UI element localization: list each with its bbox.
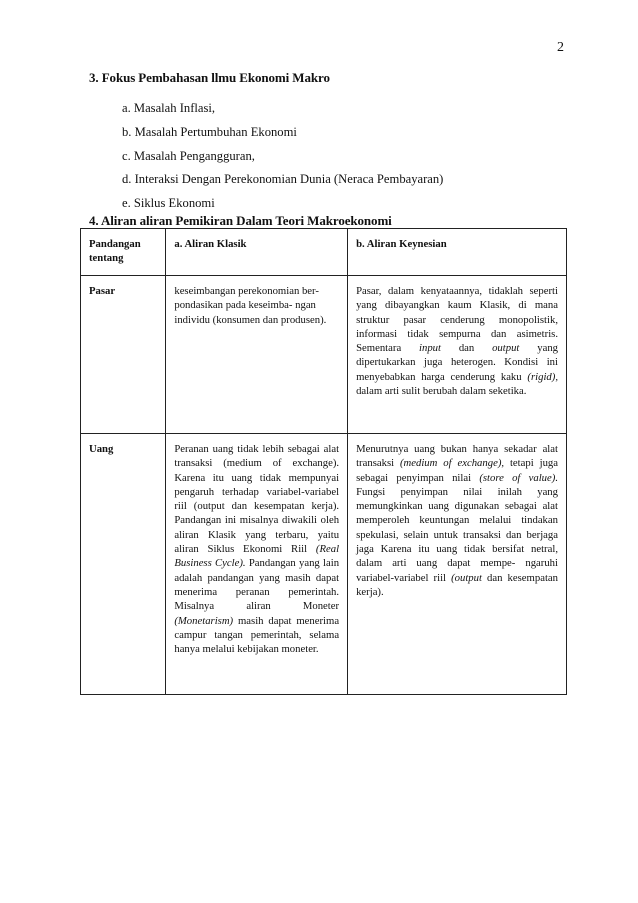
row-label-pasar: Pasar (81, 276, 166, 434)
cell-pasar-keynesian: Pasar, dalam kenyataannya, tidaklah seperti yang dibayangkan kaum Klasik, di mana struktur pasar cenderung monopolistik, informasi tidak sempurna dan asimetris. Sementara input dan output yang dipertukarkan juga heterogen. Kondisi ini menyebabkan harga cenderung kaku (rigid), dalam arti sulit berubah dalam seketika. (348, 276, 567, 434)
section-4-heading: 4. Aliran aliran Pemikiran Dalam Teori Makroekonomi (89, 213, 392, 228)
focus-item-pengangguran: c. Masalah Pengangguran, (122, 148, 255, 163)
table-header-row (81, 229, 567, 276)
cell-uang-keynesian: Menurutnya uang bukan hanya sekadar alat transaksi (medium of exchange), tetapi juga sebagai penyimpan nilai (store of value). Fungsi penyimpan nilai inilah yang memungkinkan uang digunakan sebagai alat memperoleh keuntungan melalui tindakan spekulasi, selain untuk transaksi dan berjaga jaga Karena itu uang tidak bersifat netral, dalam arti uang dapat mempe- ngaruhi variabel-variabel riil (output dan kesempatan kerja). (348, 434, 567, 695)
focus-item-inflasi: a. Masalah Inflasi, (122, 101, 216, 115)
header-klasik: a. Aliran Klasik (166, 229, 348, 276)
cell-uang-klasik: Peranan uang tidak lebih sebagai alat transaksi (medium of exchange). Karena itu uang tidak mempunyai pengaruh terhadap variabel-variabel riil (output dan kesempatan kerja). Pandangan ini misalnya diwakili oleh aliran Klasik yang terbaru, yaitu aliran Siklus Ekonomi Riil (Real Business Cycle). Pandangan yang lain adalah pandangan yang masih dapat menerima peranan pemerintah. Misalnya aliran Moneter (Monetarism) masih dapat menerima campur tangan pemerintah, selama hanya melalui kebijakan moneter. (166, 434, 348, 695)
row-label-uang: Uang (81, 434, 166, 695)
focus-list (122, 100, 443, 219)
cell-pasar-klasik: keseimbangan perekonomian ber- pondasikan pada keseimba- ngan individu (konsumen dan produsen). (166, 276, 348, 434)
focus-item-siklus: e. Siklus Ekonomi (122, 196, 215, 211)
page-number: 2 (557, 40, 564, 55)
header-keynesian: b. Aliran Keynesian (348, 229, 567, 276)
comparison-table (80, 228, 567, 695)
section-3-heading: 3. Fokus Pembahasan llmu Ekonomi Makro (89, 70, 330, 85)
table-row (81, 276, 567, 434)
focus-item-pertumbuhan: b. Masalah Pertumbuhan Ekonomi (122, 124, 297, 139)
table-row (81, 434, 567, 695)
focus-item-interaksi: d. Interaksi Dengan Perekonomian Dunia (Neraca Pembayaran) (122, 172, 444, 187)
header-pandangan: Pandangan tentang (81, 229, 166, 276)
